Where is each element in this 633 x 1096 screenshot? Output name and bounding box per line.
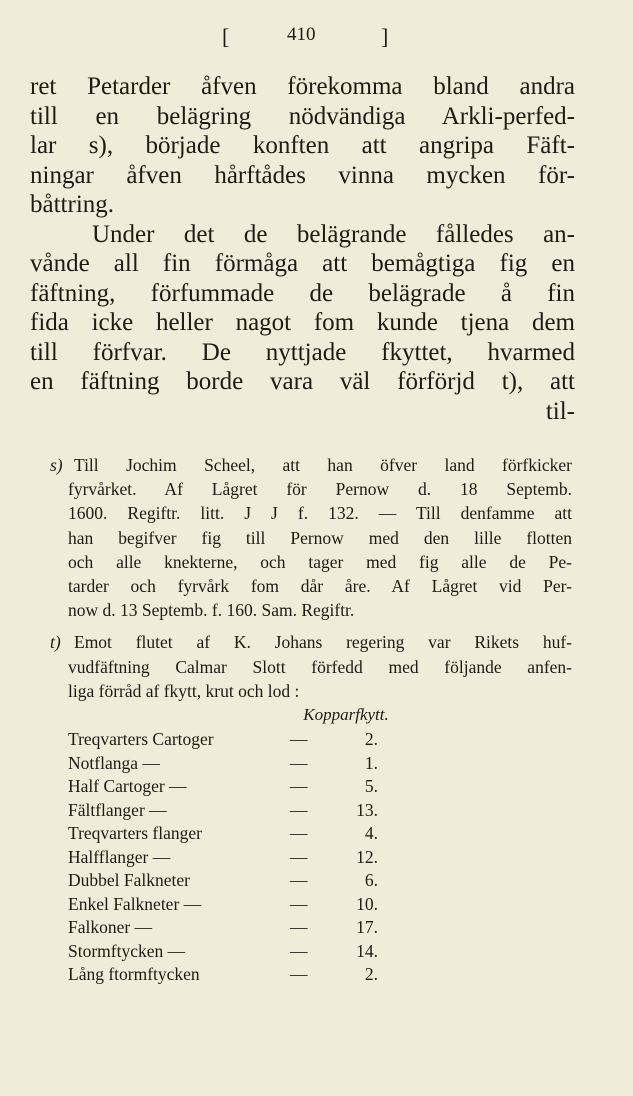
inventory-row: [68, 869, 378, 893]
inventory-row: [68, 799, 378, 823]
inventory-dash: —: [290, 799, 308, 820]
text-line: fäftning, förfummade de belägrade å fin: [30, 279, 575, 307]
text-line: till en belägring nödvändiga Arkli-perfed-: [30, 102, 575, 130]
footnote-line: fyrvårket. Af Lågret för Pernow d. 18 Septemb.: [68, 479, 572, 500]
text-line: lar s), började konften att angripa Fäft-: [30, 132, 575, 159]
inventory-quantity: 4.: [364, 823, 378, 843]
inventory-dash: —: [290, 870, 308, 890]
text-line: ret Petarder åfven förekomma bland andra: [30, 73, 575, 100]
inventory-quantity: 2.: [364, 964, 378, 984]
inventory-quantity: 1.: [364, 752, 378, 773]
inventory-dash: —: [290, 823, 308, 843]
inventory-row: [68, 916, 378, 940]
inventory-row: [68, 822, 378, 846]
page-number: 410: [287, 24, 316, 45]
text-line: båttring.: [30, 191, 115, 218]
inventory-dash: —: [290, 729, 308, 749]
inventory-quantity: 13.: [356, 799, 378, 820]
text-line: Under det de belägrande fålledes an-: [92, 220, 575, 248]
footnote-line: now d. 13 Septemb. f. 160. Sam. Regiftr.: [68, 600, 355, 621]
inventory-dash: —: [290, 846, 308, 867]
footnote-s: [50, 453, 572, 622]
inventory-item-name: Enkel Falkneter —: [68, 893, 202, 914]
footnote-line: vudfäftning Calmar Slott förfedd med följande anfen-: [68, 656, 572, 677]
inventory-row: [68, 728, 378, 752]
footnote-line: Till Jochim Scheel, att han öfver land förfkicker: [74, 455, 572, 475]
inventory-row: [68, 940, 378, 964]
inventory-quantity: 2.: [364, 729, 378, 749]
text-line: vånde all fin förmåga att bemågtiga fig en: [30, 250, 575, 277]
table-title: Kopparfkytt.: [303, 704, 389, 724]
footnote-line: tarder och fyrvårk fom dår åre. Af Lågret vid Per-: [68, 575, 572, 596]
header-bracket-right: ]: [381, 24, 389, 49]
inventory-item-name: Falkoner —: [68, 917, 153, 937]
footnote-marker: t): [50, 632, 61, 653]
main-text: [30, 72, 575, 426]
header-bracket-left: [: [222, 24, 230, 49]
inventory-quantity: 17.: [356, 917, 378, 937]
inventory-quantity: 6.: [364, 870, 378, 890]
inventory-table: [68, 728, 378, 987]
inventory-item-name: Treqvarters flanger: [68, 823, 202, 843]
footnote-line: Emot flutet af K. Johans regering var Rikets huf-: [74, 632, 572, 653]
footnotes: [50, 453, 572, 735]
text-line: en fäftning borde vara väl förförjd t), att: [30, 368, 575, 395]
inventory-item-name: Stormftycken —: [68, 940, 186, 961]
inventory-dash: —: [290, 893, 308, 914]
inventory-quantity: 10.: [356, 893, 378, 914]
inventory-item-name: Notflanga —: [68, 752, 160, 773]
catchword: til-: [545, 397, 575, 425]
footnote-line: han begifver fig till Pernow med den lille flotten: [68, 527, 572, 548]
inventory-item-name: Halfflanger —: [68, 846, 171, 867]
inventory-quantity: 14.: [356, 940, 378, 961]
inventory-dash: —: [290, 964, 308, 984]
footnote-line: liga förråd af fkytt, krut och lod :: [68, 680, 300, 701]
inventory-row: [68, 846, 378, 870]
inventory-item-name: Half Cartoger —: [68, 776, 187, 796]
text-line: ningar åfven hårftådes vinna mycken för-: [30, 161, 575, 189]
inventory-quantity: 12.: [356, 846, 378, 867]
inventory-row: [68, 752, 378, 776]
inventory-item-name: Lång ftormftycken: [68, 964, 200, 984]
inventory-dash: —: [290, 776, 308, 796]
inventory-dash: —: [290, 752, 308, 773]
inventory-dash: —: [290, 917, 308, 937]
inventory-row: [68, 893, 378, 917]
footnote-t: [50, 630, 572, 727]
inventory-item-name: Treqvarters Cartoger: [68, 729, 214, 749]
inventory-item-name: Fältflanger —: [68, 799, 167, 820]
inventory-dash: —: [290, 940, 308, 961]
page-header: [0, 24, 633, 54]
inventory-row: [68, 775, 378, 799]
text-line: fida icke heller nagot fom kunde tjena dem: [30, 309, 575, 336]
inventory-quantity: 5.: [364, 776, 378, 796]
footnote-marker: s): [50, 455, 63, 475]
footnote-line: och alle knekterne, och tager med fig alle de Pe-: [68, 551, 572, 572]
inventory-item-name: Dubbel Falkneter: [68, 870, 190, 890]
inventory-row: [68, 963, 378, 987]
footnote-line: 1600. Regiftr. litt. J J f. 132. — Till denfamme att: [68, 503, 572, 524]
text-line: till förfvar. De nyttjade fkyttet, hvarmed: [30, 338, 575, 366]
